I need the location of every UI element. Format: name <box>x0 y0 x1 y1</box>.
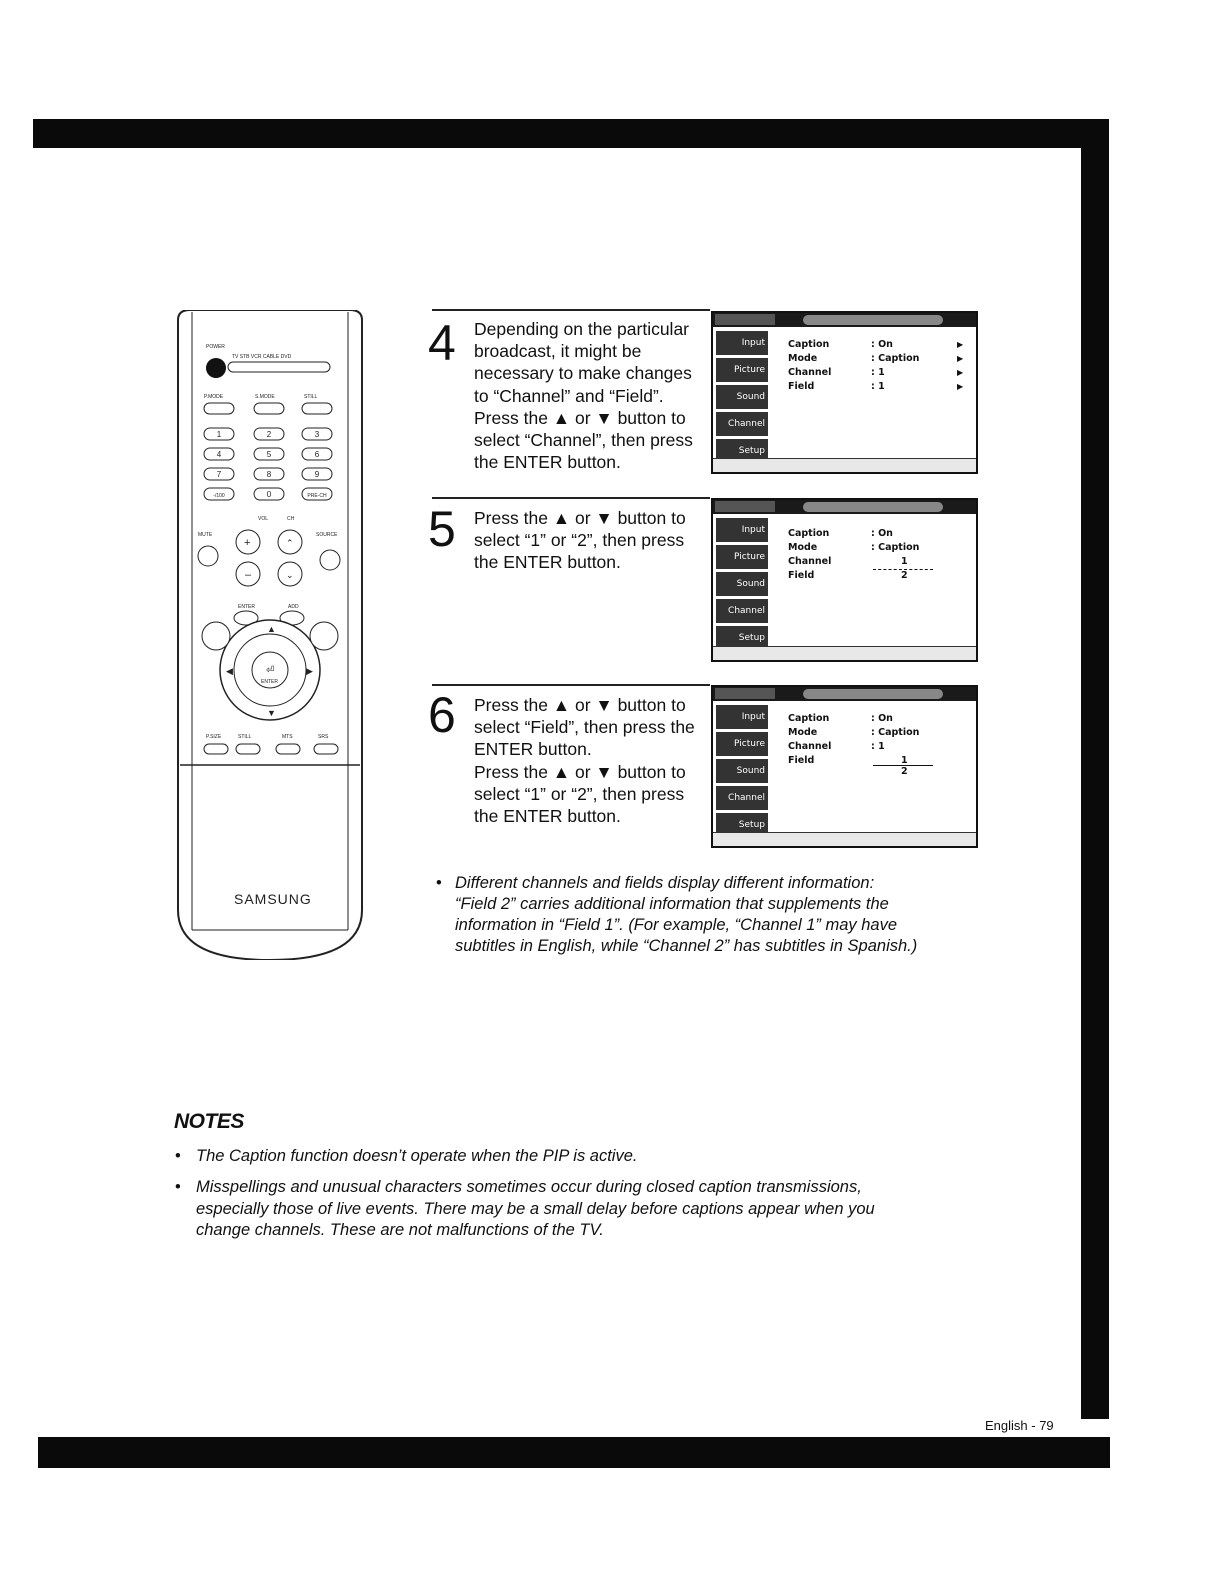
menu-label: Caption <box>788 713 830 724</box>
keypad-label: -/100 <box>213 493 225 499</box>
mute-button <box>198 546 218 566</box>
exit-button <box>310 622 338 650</box>
source-button <box>320 550 340 570</box>
step-6-line: the ENTER button. <box>474 806 621 827</box>
menu-side-item: Picture <box>716 358 768 382</box>
keypad-label: 3 <box>314 430 320 439</box>
step-4-number: 4 <box>428 315 456 371</box>
remote-label-modes: TV STB VCR CABLE DVD <box>232 354 292 360</box>
bullet-icon: • <box>175 1147 181 1165</box>
step-5-text <box>474 507 714 574</box>
remote-label-still2: STILL <box>238 734 252 740</box>
power-button <box>206 358 226 378</box>
remote-control-illustration <box>170 310 370 960</box>
menu-value: : 1 <box>871 741 885 752</box>
remote-control-drawing <box>170 310 370 960</box>
remote-label-srs: SRS <box>318 734 329 740</box>
bullet-line: information in “Field 1”. (For example, “Channel 1” may have <box>455 916 898 934</box>
remote-label-ch: CH <box>287 516 295 522</box>
menu-side-item: Channel <box>716 599 768 623</box>
menu-value: : Caption <box>871 353 920 364</box>
menu-side-item: Setup <box>716 439 768 463</box>
step-6-line: ENTER button. <box>474 739 592 760</box>
step-5-line: select “1” or “2”, then press <box>474 530 685 551</box>
submenu-arrow-icon: ▶ <box>957 368 964 377</box>
menu-side-item: Setup <box>716 813 768 837</box>
remote-label-smode: S.MODE <box>255 394 275 400</box>
keypad-label: 7 <box>216 470 222 479</box>
menu-button <box>202 622 230 650</box>
keypad-label: 8 <box>266 470 272 479</box>
svg-text:–: – <box>245 569 252 581</box>
step-5-number: 5 <box>428 501 456 557</box>
submenu-arrow-icon: ▶ <box>957 382 964 391</box>
step-4-line: to “Channel” and “Field”. <box>474 385 664 406</box>
menu-value: : 1 <box>871 381 885 392</box>
menu-side-item: Input <box>716 518 768 542</box>
step-6-line: Press the ▲ or ▼ button to <box>474 761 686 782</box>
menu-value: : On <box>871 713 893 724</box>
menu-option-1: 1 <box>901 556 908 567</box>
tv-menu-screen-3 <box>711 685 978 848</box>
menu-value: : On <box>871 528 893 539</box>
bullet-icon: • <box>436 874 442 892</box>
svg-text:▶: ▶ <box>306 666 313 676</box>
keypad-label: 2 <box>266 430 272 439</box>
menu-side-item: Sound <box>716 572 768 596</box>
menu-label: Channel <box>788 556 832 567</box>
svg-text:⏎: ⏎ <box>266 665 275 676</box>
remote-label-mute: MUTE <box>198 532 213 538</box>
remote-brand: SAMSUNG <box>234 891 312 907</box>
bullet-line: “Field 2” carries additional information that supplements the <box>455 895 889 913</box>
menu-label: Channel <box>788 741 832 752</box>
top-border-bar <box>33 119 1109 148</box>
menu-side-item: Picture <box>716 545 768 569</box>
step-4-rule <box>432 309 710 311</box>
menu-label: Field <box>788 570 815 581</box>
svg-text:◀: ◀ <box>226 666 233 676</box>
menu-label: Mode <box>788 542 818 553</box>
tv-menu-screen-2 <box>711 498 978 662</box>
menu-option-2: 2 <box>901 570 908 581</box>
menu-help-bar <box>713 832 976 846</box>
menu-side-item: Setup <box>716 626 768 650</box>
submenu-arrow-icon: ▶ <box>957 340 964 349</box>
menu-label: Field <box>788 755 815 766</box>
remote-label-psize: P.SIZE <box>206 734 222 740</box>
note-line: The Caption function doesn’t operate when the PIP is active. <box>196 1147 638 1165</box>
step-6-rule <box>432 684 710 686</box>
step-4-line: broadcast, it might be <box>474 341 642 362</box>
remote-label-vol: VOL <box>258 516 269 522</box>
keypad-label: PRE-CH <box>307 493 327 499</box>
menu-side-item: Input <box>716 331 768 355</box>
step-4-line: necessary to make changes <box>474 363 692 384</box>
menu-option-1: 1 <box>901 755 908 766</box>
step-5-line: Press the ▲ or ▼ button to <box>474 508 686 528</box>
remote-label-still: STILL <box>304 394 318 400</box>
keypad-label: 1 <box>216 430 222 439</box>
remote-label-mts: MTS <box>282 734 293 740</box>
menu-value: : Caption <box>871 727 920 738</box>
keypad-label: 5 <box>266 450 272 459</box>
menu-value: : On <box>871 339 893 350</box>
menu-label: Mode <box>788 353 818 364</box>
svg-text:+: + <box>244 537 251 549</box>
menu-label: Caption <box>788 339 830 350</box>
menu-help-bar <box>713 646 976 660</box>
step-4-line: Depending on the particular <box>474 319 690 339</box>
bullet-icon: • <box>175 1178 181 1196</box>
menu-side-item: Sound <box>716 385 768 409</box>
remote-label-pmode: P.MODE <box>204 394 224 400</box>
keypad-label: 6 <box>314 450 320 459</box>
menu-side-item: Picture <box>716 732 768 756</box>
step-6-text <box>474 694 714 827</box>
svg-text:⌃: ⌃ <box>286 538 294 548</box>
menu-side-item: Input <box>716 705 768 729</box>
remote-label-source: SOURCE <box>316 532 338 538</box>
keypad-label: 4 <box>216 450 222 459</box>
svg-text:▲: ▲ <box>267 624 276 634</box>
note-line: Misspellings and unusual characters sometimes occur during closed caption transmissions, <box>196 1178 862 1196</box>
bottom-border-bar <box>38 1437 1110 1468</box>
tv-menu-screen-1 <box>711 311 978 474</box>
svg-text:▼: ▼ <box>267 708 276 718</box>
page-number: English - 79 <box>985 1418 1054 1433</box>
step-6-number: 6 <box>428 687 456 743</box>
note-line: especially those of live events. There may be a small delay before captions appear when you <box>196 1199 875 1218</box>
menu-help-bar <box>713 458 976 472</box>
step-4-line: the ENTER button. <box>474 452 621 473</box>
step-4-text <box>474 318 714 473</box>
menu-value: : 1 <box>871 367 885 378</box>
step-6-line: select “Field”, then press the <box>474 717 695 738</box>
mode-selector <box>228 362 330 372</box>
step-5-line: the ENTER button. <box>474 552 621 573</box>
svg-text:⌄: ⌄ <box>286 570 294 580</box>
menu-side-item: Channel <box>716 412 768 436</box>
notes-heading: NOTES <box>174 1110 244 1133</box>
menu-side-item: Channel <box>716 786 768 810</box>
step-4-line: Press the ▲ or ▼ button to <box>474 407 686 428</box>
step-4-line: select “Channel”, then press <box>474 430 693 451</box>
step-5-rule <box>432 497 710 499</box>
menu-value: : Caption <box>871 542 920 553</box>
remote-label-enter-top: ENTER <box>238 604 255 610</box>
note-line: change channels. These are not malfunctions of the TV. <box>196 1221 604 1239</box>
keypad-label: 0 <box>266 490 272 499</box>
bullet-line: Different channels and fields display different information: <box>455 874 875 892</box>
menu-label: Channel <box>788 367 832 378</box>
menu-label: Mode <box>788 727 818 738</box>
keypad-label: 9 <box>314 470 320 479</box>
menu-label: Caption <box>788 528 830 539</box>
menu-label: Field <box>788 381 815 392</box>
remote-label-add: ADD <box>288 604 299 610</box>
menu-side-item: Sound <box>716 759 768 783</box>
submenu-arrow-icon: ▶ <box>957 354 964 363</box>
step-6-line: select “1” or “2”, then press <box>474 783 685 804</box>
step-6-line: Press the ▲ or ▼ button to <box>474 695 686 715</box>
note-item-2 <box>175 1177 995 1242</box>
menu-option-2: 2 <box>901 766 908 777</box>
remote-label-enter: ENTER <box>261 679 278 685</box>
right-border-bar <box>1081 119 1109 1419</box>
note-item-1 <box>175 1146 995 1168</box>
bullet-line: subtitles in English, while “Channel 2” has subtitles in Spanish.) <box>455 937 918 955</box>
remote-label-power: POWER <box>206 344 225 350</box>
info-bullet <box>436 873 996 957</box>
